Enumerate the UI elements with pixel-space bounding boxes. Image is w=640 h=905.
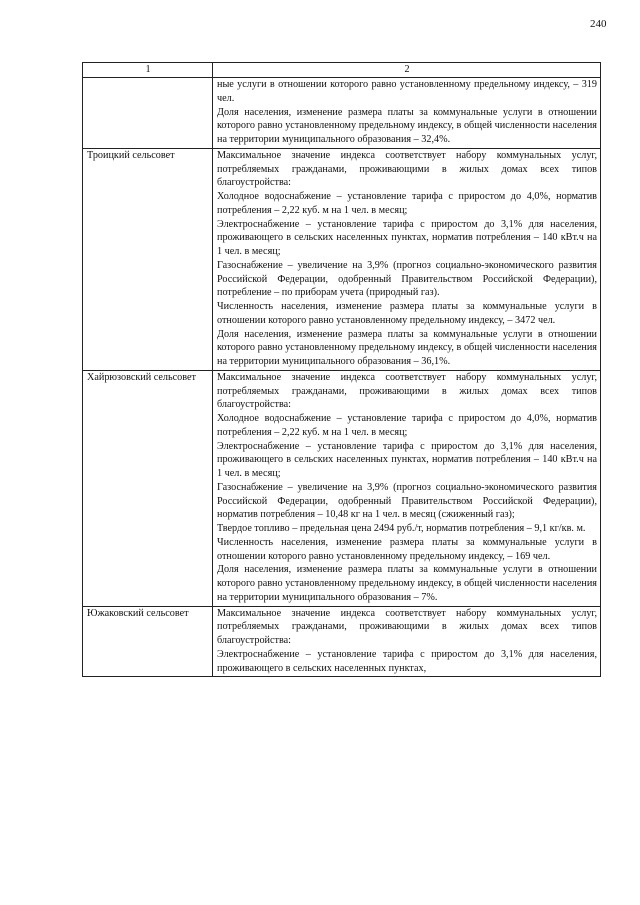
indicator-description	[213, 606, 601, 677]
paragraph: Максимальное значение индекса соответствует набору коммунальных услуг, потребляемых гражданами, проживающими в жилых домах всех типов благоустройства:	[217, 607, 597, 646]
indicator-description	[213, 370, 601, 606]
paragraph: Холодное водоснабжение – установление тарифа с приростом до 4,0%, норматив потребления – 2,22 куб. м на 1 чел. в месяц;	[217, 191, 597, 216]
indicator-description	[213, 148, 601, 370]
table-row	[83, 148, 601, 370]
paragraph: Численность населения, изменение размера платы за коммунальные услуги в отношении которого равно установленному предельному индексу, – 169 чел.	[217, 536, 597, 562]
paragraph: Доля населения, изменение размера платы за коммунальные услуги в отношении которого равно установленному предельному индексу, в общей численности населения на территории муниципального образования – 32,4%.	[217, 106, 597, 145]
paragraph: Газоснабжение – увеличение на 3,9% (прогноз социально-экономического развития Российской Федерации, одобренный Правительством Российской Федерации), норматив потребления – 10,48 кг на 1 чел. в месяц (сжиженный газ);	[217, 481, 597, 521]
column-header-1: 1	[83, 63, 213, 78]
table-row	[83, 606, 601, 677]
paragraph: Твердое топливо – предельная цена 2494 руб./т, норматив потребления – 9,1 кг/кв. м.	[217, 523, 586, 534]
page-number: 240	[590, 18, 607, 30]
municipality-name: Хайрюзовский сельсовет	[83, 370, 213, 606]
paragraph: Доля населения, изменение размера платы за коммунальные услуги в отношении которого равно установленному предельному индексу, в общей численности населения на территории муниципального образования – 36,1%.	[217, 328, 597, 367]
indicator-description	[213, 78, 601, 149]
paragraph: Доля населения, изменение размера платы за коммунальные услуги в отношении которого равно установленному предельному индексу, в общей численности населения на территории муниципального образования – 7%.	[217, 564, 597, 603]
paragraph: Электроснабжение – установление тарифа с приростом до 3,1% для населения, проживающего в сельских населенных пунктах,	[217, 648, 597, 674]
paragraph: Электроснабжение – установление тарифа с приростом до 3,1% для населения, проживающего в сельских населенных пунктах, норматив потребления – 140 кВт.ч на 1 чел. в месяц;	[217, 440, 597, 479]
paragraph: Максимальное значение индекса соответствует набору коммунальных услуг, потребляемых гражданами, проживающими в жилых домах всех типов благоустройства:	[217, 149, 597, 189]
paragraph: ные услуги в отношении которого равно установленному предельному индексу, – 319 чел.	[217, 79, 597, 104]
paragraph: Электроснабжение – установление тарифа с приростом до 3,1% для населения, проживающего в сельских населенных пунктах, норматив потребления – 140 кВт.ч на 1 чел. в месяц;	[217, 218, 597, 257]
table-header-row	[83, 63, 601, 78]
table-row	[83, 370, 601, 606]
paragraph: Максимальное значение индекса соответствует набору коммунальных услуг, потребляемых гражданами, проживающими в жилых домах всех типов благоустройства:	[217, 371, 597, 411]
table-row	[83, 78, 601, 149]
municipality-name: Троицкий сельсовет	[83, 148, 213, 370]
paragraph: Численность населения, изменение размера платы за коммунальные услуги в отношении которого равно установленному предельному индексу, – 3472 чел.	[217, 301, 597, 326]
municipality-name: Южаковский сельсовет	[83, 606, 213, 677]
municipality-name	[83, 78, 213, 149]
paragraph: Холодное водоснабжение – установление тарифа с приростом до 4,0%, норматив потребления – 2,22 куб. м на 1 чел. в месяц;	[217, 413, 597, 438]
column-header-2: 2	[213, 63, 601, 78]
paragraph: Газоснабжение – увеличение на 3,9% (прогноз социально-экономического развития Российской Федерации, одобренный Правительством Российской Федерации), потребление – по приборам учета (природный газ).	[217, 259, 597, 299]
document-table	[82, 62, 601, 677]
